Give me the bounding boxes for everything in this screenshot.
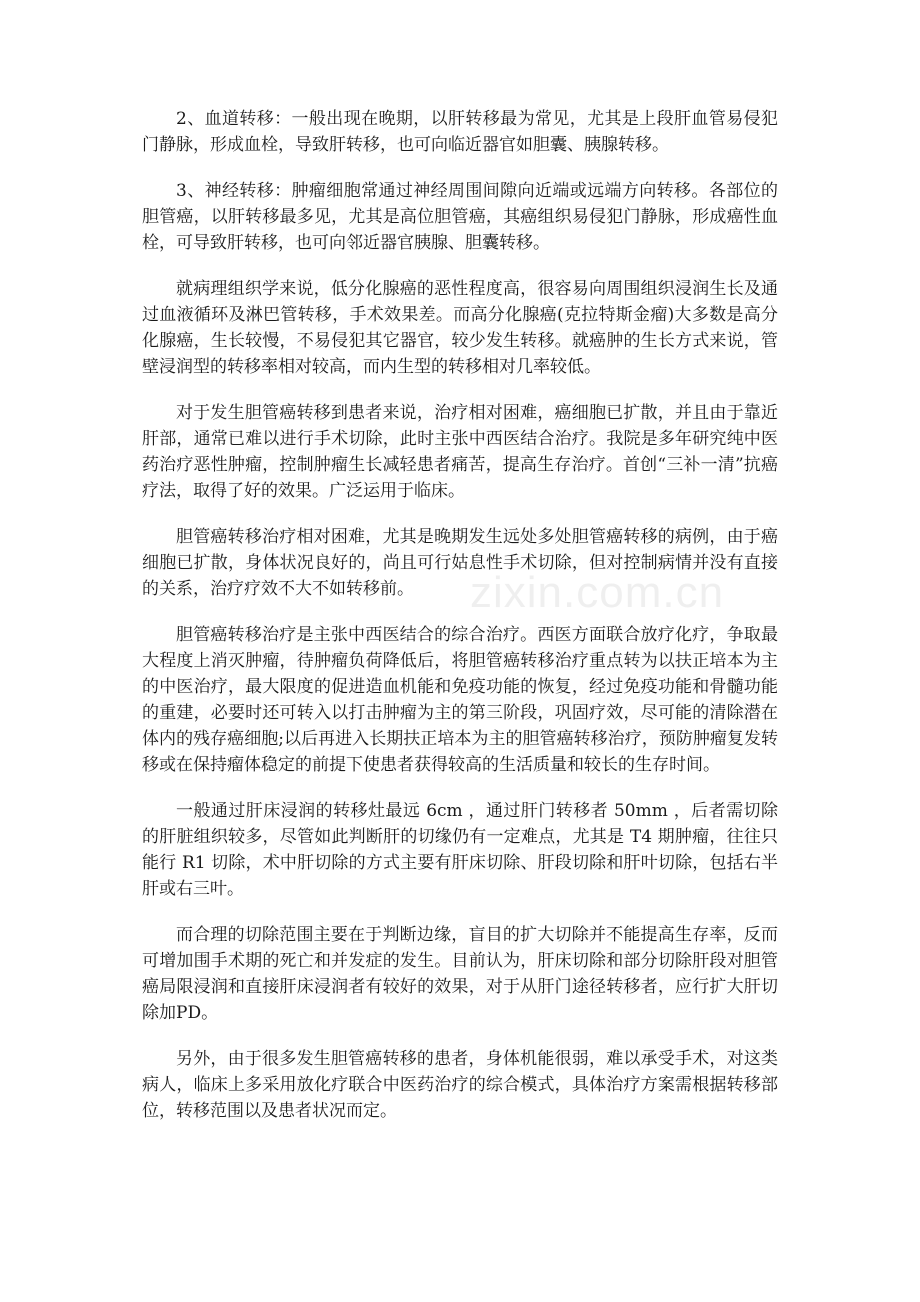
paragraph-integrated-treatment: 胆管癌转移治疗是主张中西医结合的综合治疗。西医方面联合放疗化疗，争取最大程度上消灭肿瘤，待肿瘤负荷降低后，将胆管癌转移治疗重点转为以扶正培本为主的中医治疗，最大限度的促进造血机能和免疫功能的恢复，经过免疫功能和骨髓功能的重建，必要时还可转入以打击肿瘤为主的第三阶段，巩固疗效，尽可能的清除潜在体内的残存癌细胞;以后再进入长期扶正培本为主的胆管癌转移治疗，预防肿瘤复发转移或在保持瘤体稳定的前提下使患者获得较高的生活质量和较长的生存时间。 [142, 625, 778, 775]
paragraph-blood-metastasis: 2、血道转移：一般出现在晚期，以肝转移最为常见，尤其是上段肝血管易侵犯门静脉，形成血栓，导致肝转移，也可向临近器官如胆囊、胰腺转移。 [142, 109, 778, 155]
paragraph-resection-margin: 一般通过肝床浸润的转移灶最远 6cm ，通过肝门转移者 50mm ，后者需切除的肝脏组织较多，尽管如此判断肝的切缘仍有一定难点，尤其是 T4 期肿瘤，往往只能行 R1 切除，术中肝切除的方式主要有肝床切除、肝段切除和肝叶切除，包括右半肝或右三叶。 [142, 801, 778, 899]
paragraph-resection-scope: 而合理的切除范围主要在于判断边缘，盲目的扩大切除并不能提高生存率，反而可增加围手术期的死亡和并发症的发生。目前认为，肝床切除和部分切除肝段对胆管癌局限浸润和直接肝床浸润者有较好的效果，对于从肝门途径转移者，应行扩大肝切除加PD。 [142, 925, 778, 1023]
paragraph-treatment-approach: 对于发生胆管癌转移到患者来说，治疗相对困难，癌细胞已扩散，并且由于靠近肝部，通常已难以进行手术切除，此时主张中西医结合治疗。我院是多年研究纯中医药治疗恶性肿瘤，控制肿瘤生长减轻患者痛苦，提高生存治疗。首创“三补一清”抗癌疗法，取得了好的效果。广泛运用于临床。 [142, 403, 778, 501]
paragraph-pathology: 就病理组织学来说，低分化腺癌的恶性程度高，很容易向周围组织浸润生长及通过血液循环及淋巴管转移，手术效果差。而高分化腺癌(克拉特斯金瘤)大多数是高分化腺癌，生长较慢，不易侵犯其它器官，较少发生转移。就癌肿的生长方式来说，管壁浸润型的转移率相对较高，而内生型的转移相对几率较低。 [142, 279, 778, 377]
paragraph-conclusion: 另外，由于很多发生胆管癌转移的患者，身体机能很弱，难以承受手术，对这类病人，临床上多采用放化疗联合中医药治疗的综合模式，具体治疗方案需根据转移部位，转移范围以及患者状况而定。 [142, 1049, 778, 1121]
document-body [142, 106, 778, 1144]
paragraph-nerve-metastasis: 3、神经转移：肿瘤细胞常通过神经周围间隙向近端或远端方向转移。各部位的胆管癌，以肝转移最多见，尤其是高位胆管癌，其癌组织易侵犯门静脉，形成癌性血栓，可导致肝转移，也可向邻近器官胰腺、胆囊转移。 [142, 181, 778, 253]
watermark: zixin.com.cn [470, 568, 725, 617]
paragraph-treatment-difficulty: 胆管癌转移治疗相对困难，尤其是晚期发生远处多处胆管癌转移的病例，由于癌细胞已扩散，身体状况良好的，尚且可行姑息性手术切除，但对控制病情并没有直接的关系，治疗疗效不大不如转移前。 [142, 527, 778, 599]
